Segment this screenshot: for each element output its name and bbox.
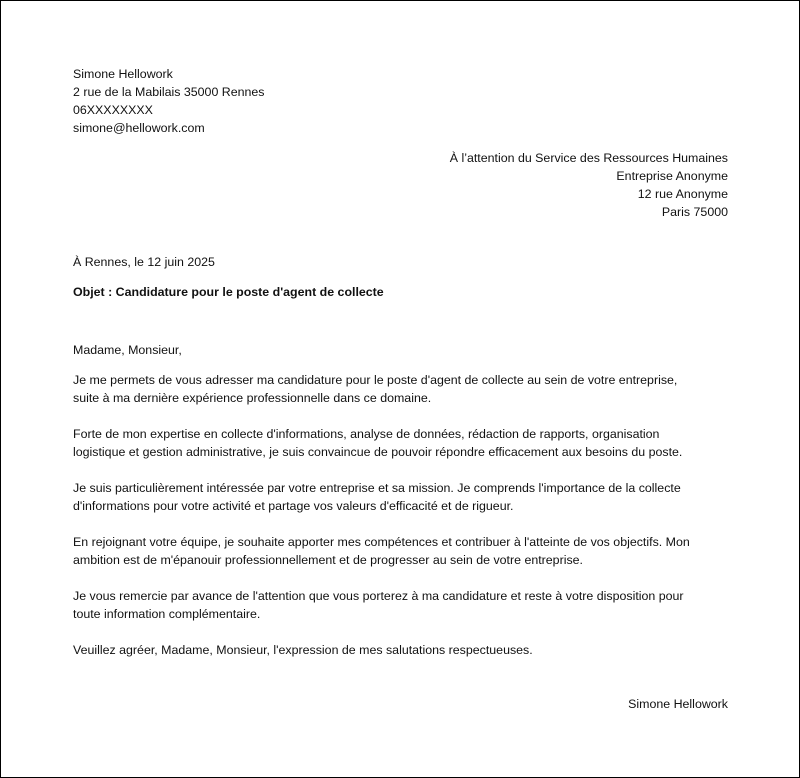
paragraph-line: Forte de mon expertise en collecte d'informations, analyse de données, rédaction de rapports, organisation: [73, 427, 660, 441]
sender-name: Simone Hellowork: [73, 67, 173, 81]
body-paragraph: [73, 479, 728, 515]
paragraph-line: d'informations pour votre activité et partage vos valeurs d'efficacité et de rigueur.: [73, 499, 514, 513]
body-paragraph: [73, 371, 728, 407]
body-paragraph: [73, 533, 728, 569]
date-line: À Rennes, le 12 juin 2025: [73, 255, 215, 269]
paragraph-line: toute information complémentaire.: [73, 607, 261, 621]
salutation: Madame, Monsieur,: [73, 343, 182, 357]
recipient-attention: À l’attention du Service des Ressources Humaines: [449, 151, 728, 165]
signature: Simone Hellowork: [628, 697, 728, 711]
recipient-company: Entreprise Anonyme: [616, 169, 728, 183]
subject-line: Objet : Candidature pour le poste d'agent de collecte: [73, 285, 384, 299]
body-paragraph: [73, 587, 728, 623]
recipient-block: [73, 149, 728, 221]
paragraph-line: Je me permets de vous adresser ma candidature pour le poste d'agent de collecte au sein de votre entreprise,: [73, 373, 678, 387]
closing-formula: Veuillez agréer, Madame, Monsieur, l'expression de mes salutations respectueuses.: [73, 643, 533, 657]
paragraph-line: suite à ma dernière expérience professionnelle dans ce domaine.: [73, 391, 432, 405]
paragraph-line: logistique et gestion administrative, je suis convaincue de pouvoir répondre efficacement aux besoins du poste.: [73, 445, 683, 459]
sender-phone: 06XXXXXXXX: [73, 103, 153, 117]
sender-block: [73, 65, 728, 137]
paragraph-line: Je suis particulièrement intéressée par votre entreprise et sa mission. Je comprends l'importance de la collecte: [73, 481, 681, 495]
body-paragraph: [73, 425, 728, 461]
recipient-city: Paris 75000: [661, 205, 728, 219]
sender-email: simone@hellowork.com: [73, 121, 205, 135]
sender-address: 2 rue de la Mabilais 35000 Rennes: [73, 85, 265, 99]
paragraph-line: Je vous remercie par avance de l'attention que vous porterez à ma candidature et reste à votre disposition pour: [73, 589, 684, 603]
paragraph-line: En rejoignant votre équipe, je souhaite apporter mes compétences et contribuer à l'atteinte de vos objectifs. Mon: [73, 535, 690, 549]
recipient-street: 12 rue Anonyme: [637, 187, 728, 201]
paragraph-line: ambition est de m'épanouir professionnellement et de progresser au sein de votre entreprise.: [73, 553, 583, 567]
